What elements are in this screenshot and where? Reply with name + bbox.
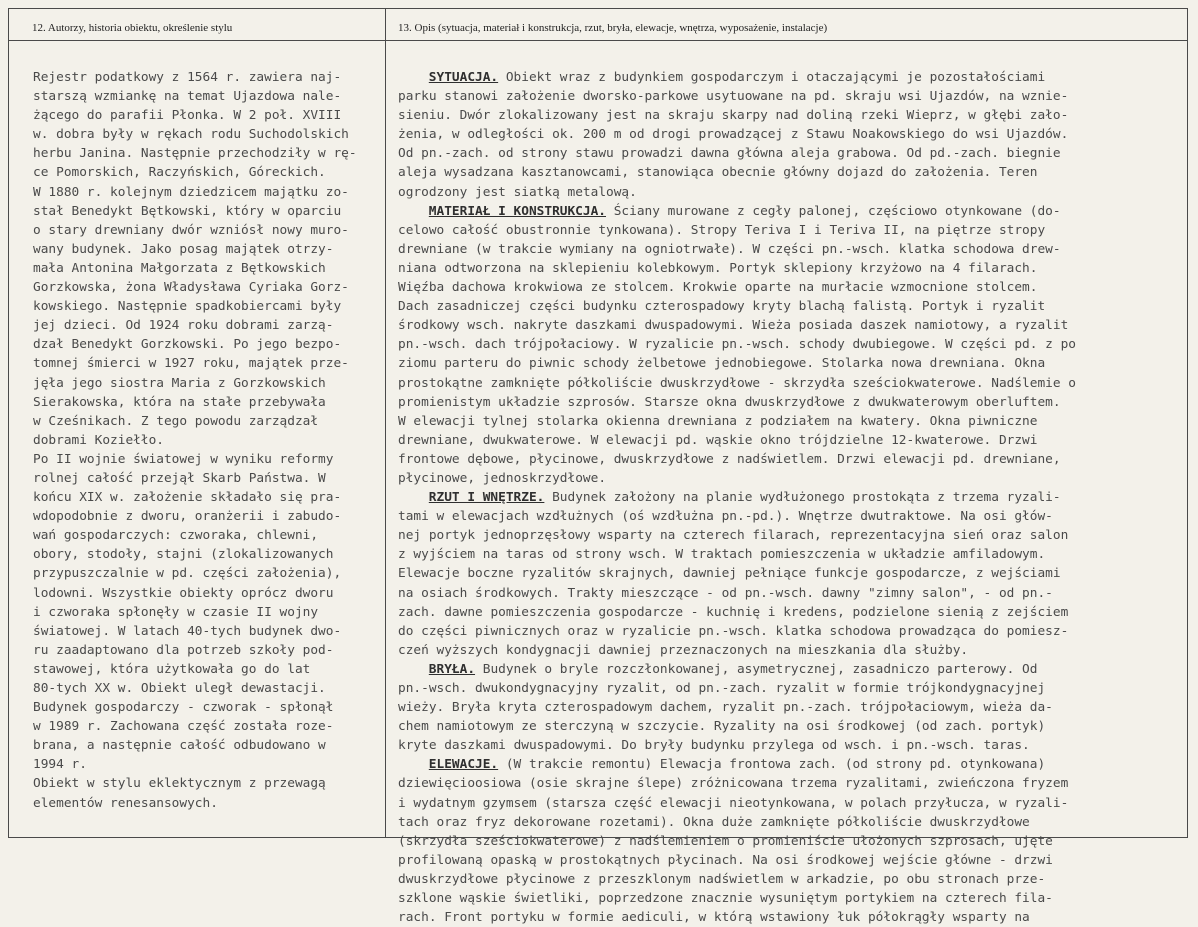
section-heading: RZUT I WNĘTRZE.: [428, 490, 545, 506]
history-text-line: Po II wojnie światowej w wyniku reformy: [33, 451, 334, 467]
history-text-line: lodowni. Wszystkie obiekty oprócz dworu: [33, 585, 334, 601]
description-text-line: [398, 889, 1183, 908]
description-text: sieniu. Dwór zlokalizowany jest na skraju skarpy nad doliną rzeki Wieprz, w głębi zało-: [398, 108, 1069, 124]
description-text-line: [398, 144, 1183, 163]
history-text-line: dobrami Koziełło.: [33, 432, 164, 448]
description-text: niana odtworzona na sklepieniu kolebkowym. Portyk sklepiony krzyżowo na 4 filarach.: [398, 260, 1038, 276]
section-heading: ELEWACJE.: [428, 757, 499, 773]
description-text: tach oraz fryz dekorowane rozetami). Okna duże zamknięte półkoliście dwuskrzydłowe: [398, 814, 1030, 830]
description-text: Budynek założony na planie wydłużonego prostokąta z trzema ryzali-: [544, 490, 1061, 506]
description-text-line: [398, 240, 1183, 259]
description-text: szklone wąskie świetliki, poprzedzone znacznie wysuniętym portykiem na czterech fila-: [398, 891, 1053, 907]
description-text: celowo całość obustronnie tynkowana). Stropy Teriva I i Teriva II, na piętrze stropy: [398, 222, 1046, 238]
history-text-line: w. dobra były w rękach rodu Suchodolskich: [33, 127, 349, 143]
description-text-line: [398, 698, 1183, 717]
description-text-line: [398, 374, 1183, 393]
description-text-line: [398, 297, 1183, 316]
description-text-line: [398, 679, 1183, 698]
header-divider: [8, 40, 1188, 41]
description-text-line: [398, 335, 1183, 354]
description-text: nej portyk jednoprzęsłowy wsparty na czterech filarach, reprezentacyjna sień oraz salon: [398, 528, 1069, 544]
history-text-line: Sierakowska, która na stałe przebywała: [33, 394, 326, 410]
history-text-line: jęła jego siostra Maria z Gorzkowskich: [33, 375, 326, 391]
history-text-line: przypuszczalnie w pd. części założenia),: [33, 566, 342, 582]
description-text-line: [398, 163, 1183, 182]
description-text: i wydatnym gzymsem (starsza część elewacji nieotynkowana, w polach przyłucza, w ryzali-: [398, 795, 1069, 811]
description-text: Elewacje boczne ryzalitów skrajnych, dawniej pełniące funkcje gospodarcze, z wejściami: [398, 566, 1061, 582]
description-text: Budynek o bryle rozczłonkowanej, asymetrycznej, zasadniczo parterowy. Od: [475, 661, 1038, 677]
description-text: środkowy wsch. nakryte daszkami dwuspadowymi. Wieża posiada daszek namiotowy, a ryzalit: [398, 318, 1069, 334]
description-text: dwuskrzydłowe płycinowe z przeszklonym nadświetlem w arkadzie, po obu stronach prze-: [398, 871, 1046, 887]
description-text: zach. dawne pomieszczenia gospodarcze - kuchnię i kredens, podzielone sienią z zejściem: [398, 604, 1069, 620]
history-column: [33, 68, 383, 813]
history-text-line: rolnej całość przejął Skarb Państwa. W: [33, 470, 326, 486]
description-text-line: [398, 431, 1183, 450]
description-text-line: [398, 354, 1183, 373]
description-text-line: [398, 564, 1183, 583]
history-text-line: elementów renesansowych.: [33, 795, 218, 811]
description-text-line: [398, 545, 1183, 564]
description-text-line: [398, 469, 1183, 488]
history-text-line: żącego do parafii Płonka. W 2 poł. XVIII: [33, 108, 342, 124]
description-text-line: [398, 316, 1183, 335]
description-text-line: [398, 851, 1183, 870]
history-text-line: W 1880 r. kolejnym dziedzicem majątku zo-: [33, 184, 349, 200]
description-text-line: [398, 393, 1183, 412]
description-text-line: [398, 641, 1183, 660]
description-text-line: [398, 488, 1183, 507]
history-text-line: Obiekt w stylu eklektycznym z przewagą: [33, 776, 326, 792]
description-text-line: [398, 622, 1183, 641]
right-column-header: 13. Opis (sytuacja, materiał i konstrukcja, rzut, bryła, elewacje, wnętrza, wyposażenie, instalacje): [398, 22, 828, 34]
description-text: chem namiotowym ze sterczyną w szczycie. Ryzality na osi środkowej (od zach. portyk): [398, 719, 1046, 735]
description-text: prostokątne zamknięte półkoliście dwuskrzydłowe - skrzydła sześciokwaterowe. Nadślemie o: [398, 375, 1076, 391]
history-text-line: światowej. W latach 40-tych budynek dwo-: [33, 623, 342, 639]
description-text-line: [398, 412, 1183, 431]
description-text-line: [398, 603, 1183, 622]
history-text-line: stał Benedykt Bętkowski, który w oparciu: [33, 203, 342, 219]
history-text-line: 80-tych XX w. Obiekt uległ dewastacji.: [33, 681, 326, 696]
description-text-line: [398, 526, 1183, 545]
history-text-line: dzał Benedykt Gorzkowski. Po jego bezpo-: [33, 337, 342, 353]
description-text: rach. Front portyku w formie aediculi, w którą wstawiony łuk półokrągły wsparty na: [398, 910, 1030, 926]
history-text-line: 1994 r.: [33, 757, 87, 773]
description-text: aleja wysadzana kasztanowcami, stanowiąca obecnie główny dojazd do założenia. Teren: [398, 165, 1038, 181]
description-text-line: [398, 68, 1183, 87]
description-text: Dach zasadniczej części budynku czterospadowy kryty blachą falistą. Portyk i ryzalit: [398, 299, 1046, 315]
description-text-line: [398, 794, 1183, 813]
description-text-line: [398, 278, 1183, 297]
description-text-line: [398, 202, 1183, 221]
description-column: [398, 68, 1183, 927]
description-text-line: [398, 507, 1183, 526]
history-text-line: obory, stodoły, stajni (zlokalizowanych: [33, 547, 334, 563]
history-text-line: w Cześnikach. Z tego powodu zarządzał: [33, 413, 319, 429]
history-text-line: Rejestr podatkowy z 1564 r. zawiera naj-: [33, 70, 342, 85]
description-text: Od pn.-zach. od strony stawu prowadzi dawna główna aleja grabowa. Od pd.-zach. biegnie: [398, 146, 1061, 162]
description-text-line: [398, 660, 1183, 679]
description-text: profilowaną opaską w prostokątnych płycinach. Na osi środkowej wejście główne - drzwi: [398, 852, 1053, 868]
history-text-line: wdopodobnie z dworu, oranżerii i zabudo-: [33, 509, 342, 525]
description-text: na osiach środkowych. Trakty mieszczące - od pn.-wsch. dawny "zimny salon", - od pn.-: [398, 585, 1053, 601]
description-text: (skrzydła sześciokwaterowe) z nadślemieniem o promieniście ułożonych szprosach, ujęte: [398, 833, 1053, 849]
description-text-line: [398, 774, 1183, 793]
description-text: frontowe dębowe, płycinowe, dwuskrzydłowe z nadświetlem. Drzwi elewacji pd. drewniane,: [398, 451, 1061, 467]
description-text: (W trakcie remontu) Elewacja frontowa zach. (od strony pd. otynkowana): [498, 757, 1046, 773]
history-text-line: Budynek gospodarczy - czworak - spłonął: [33, 700, 334, 716]
history-text-line: brana, a następnie całość odbudowano w: [33, 738, 326, 754]
section-heading: SYTUACJA.: [428, 70, 499, 85]
description-text-line: [398, 755, 1183, 774]
history-text-line: końcu XIX w. założenie składało się pra-: [33, 490, 342, 506]
description-text: ogrodzony jest siatką metalową.: [398, 184, 637, 200]
description-text: żenia, w odległości ok. 200 m od drogi prowadzącej z Stawu Noakowskiego do wsi Ujazdów.: [398, 127, 1069, 143]
history-text-line: ce Pomorskich, Raczyńskich, Góreckich.: [33, 165, 326, 181]
description-text-line: [398, 87, 1183, 106]
description-text: kryte daszkami dwuspadowymi. Do bryły budynku przylega od wsch. i pn.-wsch. taras.: [398, 738, 1030, 754]
description-text: dziewięcioosiowa (osie skrajne ślepe) zróżnicowana trzema ryzalitami, zwieńczona fryzem: [398, 776, 1069, 792]
description-text-line: [398, 736, 1183, 755]
description-text: do części piwnicznych oraz w ryzalicie pn.-wsch. klatka schodowa prowadząca do pomiesz-: [398, 623, 1069, 639]
history-text-line: w 1989 r. Zachowana część została roze-: [33, 719, 334, 735]
description-text-line: [398, 125, 1183, 144]
history-text-line: ru zaadaptowano dla potrzeb szkoły pod-: [33, 642, 334, 658]
history-text-line: starszą wzmiankę na temat Ujazdowa nale-: [33, 89, 342, 105]
section-heading: MATERIAŁ I KONSTRUKCJA.: [428, 203, 606, 219]
description-text: Ściany murowane z cegły palonej, częściowo otynkowane (do-: [606, 203, 1061, 219]
description-text-line: [398, 106, 1183, 125]
column-divider: [385, 8, 386, 838]
description-text-line: [398, 450, 1183, 469]
description-text-line: [398, 717, 1183, 736]
history-text-line: i czworaka spłonęły w czasie II wojny: [33, 604, 319, 620]
description-text: Więźba dachowa krokwiowa ze stolcem. Krokwie oparte na murłacie wzmocnione stolcem.: [398, 280, 1038, 296]
description-text: W elewacji tylnej stolarka okienna drewniana z podziałem na kwatery. Okna piwniczne: [398, 413, 1038, 429]
description-text-line: [398, 870, 1183, 889]
description-text: czeń wyższych kondygnacji dawniej przeznaczonych na mieszkania dla służby.: [398, 642, 969, 658]
description-text: z wyjściem na taras od strony wsch. W traktach pomieszczenia w układzie amfiladowym.: [398, 547, 1046, 563]
history-text-line: jej dzieci. Od 1924 roku dobrami zarzą-: [33, 318, 334, 334]
history-text-line: wany budynek. Jako posag majątek otrzy-: [33, 241, 334, 257]
history-text-line: o stary drewniany dwór wzniósł nowy muro-: [33, 222, 349, 238]
history-text-line: kowskiego. Następnie spadkobiercami były: [33, 299, 342, 315]
history-text-line: herbu Janina. Następnie przechodziły w rę-: [33, 146, 357, 162]
description-text-line: [398, 183, 1183, 202]
description-text-line: [398, 221, 1183, 240]
history-text-line: wań gospodarczych: czworaka, chlewni,: [33, 528, 319, 544]
description-text: drewniane, dwukwaterowe. W elewacji pd. wąskie okno trójdzielne 12-kwaterowe. Drzwi: [398, 432, 1038, 448]
history-text-line: stawowej, która użytkowała go do lat: [33, 661, 311, 677]
description-text: Obiekt wraz z budynkiem gospodarczym i otaczającymi je pozostałościami: [498, 70, 1046, 85]
description-text: pn.-wsch. dwukondygnacyjny ryzalit, od pn.-zach. ryzalit w formie trójkondygnacyjnej: [398, 681, 1046, 696]
history-text-line: tomnej śmierci w 1927 roku, majątek prze-: [33, 356, 349, 372]
description-text-line: [398, 908, 1183, 927]
description-text: pn.-wsch. dach trójpołaciowy. W ryzalicie pn.-wsch. schody dwubiegowe. W części pd. z po: [398, 337, 1076, 353]
history-text-line: Gorzkowska, żona Władysława Cyriaka Gorz-: [33, 280, 349, 296]
description-text: promienistym układzie szprosów. Starsze okna dwuskrzydłowe z dwukwaterowym oberluftem.: [398, 394, 1061, 410]
description-text: płycinowe, jednoskrzydłowe.: [398, 470, 607, 486]
history-text-line: mała Antonina Małgorzata z Bętkowskich: [33, 260, 326, 276]
description-text-line: [398, 259, 1183, 278]
description-text: parku stanowi założenie dworsko-parkowe usytuowane na pd. skraju wsi Ujazdów, na wznie-: [398, 89, 1069, 105]
description-text: tami w elewacjach wzdłużnych (oś wzdłużna pn.-pd.). Wnętrze dwutraktowe. Na osi głów-: [398, 509, 1053, 525]
description-text: ziomu parteru do piwnic schody żelbetowe jednobiegowe. Stolarka nowa drewniana. Okna: [398, 356, 1046, 372]
description-text-line: [398, 813, 1183, 832]
description-text: wieży. Bryła kryta czterospadowym dachem, ryzalit pn.-zach. trójpołaciowym, wieża da-: [398, 700, 1053, 716]
description-text: drewniane (w trakcie wymiany na ogniotrwałe). W części pn.-wsch. klatka schodowa drew-: [398, 241, 1061, 257]
section-heading: BRYŁA.: [428, 661, 476, 677]
description-text-line: [398, 584, 1183, 603]
left-column-header: 12. Autorzy, historia obiektu, określenie stylu: [32, 22, 233, 34]
